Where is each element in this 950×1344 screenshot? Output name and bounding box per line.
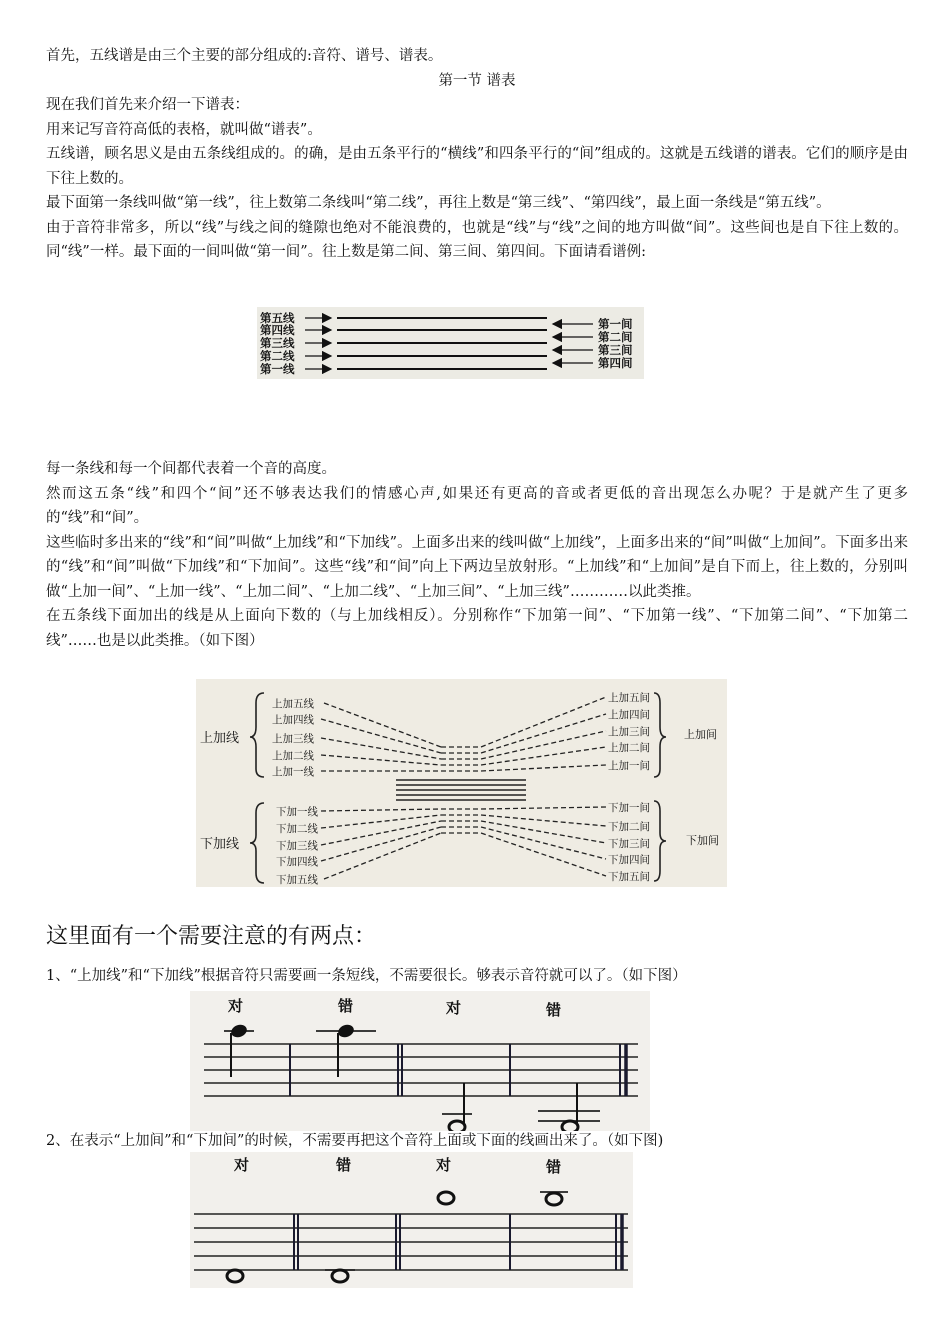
lower-space-group-label: 下加间 <box>686 834 719 847</box>
lower-ledger-group-label: 下加线 <box>200 837 240 852</box>
ledger-line-length-figure <box>190 991 650 1131</box>
space-label: 第一间 <box>598 317 633 331</box>
lower-space-label: 下加二间 <box>608 821 650 833</box>
paragraph: 在五条线下面加出的线是从上面向下数的（与上加线相反）。分别称作“下加第一间”、“下加第一线”、“下加第二间”、“下加第二线”……也是以此类推。（如下图） <box>46 608 908 649</box>
upper-space-label: 上加五间 <box>608 692 650 704</box>
upper-space-group-label: 上加间 <box>684 728 717 741</box>
lower-line-label: 下加四线 <box>276 856 318 868</box>
correct-label: 对 <box>228 997 244 1015</box>
line-label: 第五线 <box>260 311 295 325</box>
lower-line-label: 下加一线 <box>276 806 318 818</box>
upper-space-label: 上加四间 <box>608 709 650 721</box>
wrong-label: 错 <box>336 1156 352 1174</box>
upper-line-label: 上加一线 <box>272 766 314 778</box>
notes-section <box>46 922 908 989</box>
upper-ledger-group-label: 上加线 <box>200 731 240 746</box>
lower-space-label: 下加三间 <box>608 838 650 850</box>
staff-lines-spaces-figure <box>257 307 644 379</box>
paragraph: 每一条线和每一个间都代表着一个音的高度。 <box>46 461 336 477</box>
lower-space-label: 下加四间 <box>608 854 650 866</box>
correct-label: 对 <box>436 1156 452 1174</box>
correct-label: 对 <box>234 1156 250 1174</box>
line-label: 第四线 <box>260 323 295 337</box>
document-body <box>46 44 908 265</box>
upper-line-label: 上加三线 <box>272 733 314 745</box>
paragraph: 由于音符非常多，所以“线”与线之间的缝隙也绝对不能浪费的，也就是“线”与“线”之间的地方叫做“间”。这些间也是自下往上数的。同“线”一样。最下面的一间叫做“第一间”。往上数是第二间、第三间、第四间。下面请看谱例: <box>46 219 908 260</box>
upper-line-label: 上加四线 <box>272 714 314 726</box>
wrong-label: 错 <box>546 1158 562 1176</box>
lower-space-label: 下加五间 <box>608 871 650 883</box>
lower-space-label: 下加一间 <box>608 802 650 814</box>
paragraph: 用来记写音符高低的表格，就叫做“谱表”。 <box>46 121 322 138</box>
line-label: 第一线 <box>260 362 295 376</box>
paragraph: 然而这五条“线”和四个“间”还不够表达我们的情感心声,如果还有更高的音或者更低的音出现怎么办呢？于是就产生了更多的“线”和“间”。 <box>46 485 908 526</box>
notes-heading: 这里面有一个需要注意的有两点： <box>46 924 377 949</box>
lower-line-label: 下加三线 <box>276 840 318 852</box>
line-label: 第三线 <box>260 336 295 350</box>
ledger-lines-figure <box>196 679 727 887</box>
notes-section-2 <box>46 1129 908 1154</box>
wrong-label: 错 <box>338 997 354 1015</box>
paragraph: 这些临时多出来的“线”和“间”叫做“上加线”和“下加线”。上面多出来的线叫做“上加线”，上面多出来的“间”叫做“上加间”。下面多出来的“线”和“间”叫做“下加线”和“下加间”。这些“线”和“间”向上下两边呈放射形。“上加线”和“上加间”是自下而上，往上数的，分别叫做“上加一间”、“上加一线”、“上加二间”、“上加二线”、“上加三间”、“上加三线”…………以此类推。 <box>46 534 908 600</box>
line-label: 第二线 <box>260 349 295 363</box>
space-label: 第二间 <box>598 330 633 344</box>
upper-space-label: 上加一间 <box>608 760 650 772</box>
note-point-1: 1、“上加线”和“下加线”根据音符只需要画一条短线，不需要很长。够表示音符就可以了。（如下图） <box>46 968 687 984</box>
ledger-space-figure <box>190 1152 633 1288</box>
lower-line-label: 下加五线 <box>276 874 318 886</box>
section-title: 第一节 谱表 <box>438 72 516 89</box>
document-body-middle <box>46 457 908 653</box>
correct-label: 对 <box>446 999 462 1017</box>
wrong-label: 错 <box>546 1001 562 1019</box>
space-label: 第三间 <box>598 343 633 357</box>
lower-line-label: 下加二线 <box>276 823 318 835</box>
upper-space-label: 上加三间 <box>608 726 650 738</box>
upper-line-label: 上加五线 <box>272 698 314 710</box>
upper-line-label: 上加二线 <box>272 750 314 762</box>
paragraph: 五线谱，顾名思义是由五条线组成的。的确，是由五条平行的“横线”和四条平行的“间”组成的。这就是五线谱的谱表。它们的顺序是由下往上数的。 <box>46 146 908 187</box>
paragraph: 最下面第一条线叫做“第一线”，往上数第二条线叫“第二线”，再往上数是“第三线”、“第四线”，最上面一条线是“第五线”。 <box>46 195 831 211</box>
paragraph: 现在我们首先来介绍一下谱表： <box>46 97 249 113</box>
note-point-2: 2、在表示“上加间”和“下加间”的时候，不需要再把这个音符上面或下面的线画出来了。（如下图) <box>46 1133 664 1149</box>
intro-text: 首先，五线谱是由三个主要的部分组成的:音符、谱号、谱表。 <box>46 48 443 64</box>
space-label: 第四间 <box>598 356 633 370</box>
upper-space-label: 上加二间 <box>608 742 650 754</box>
